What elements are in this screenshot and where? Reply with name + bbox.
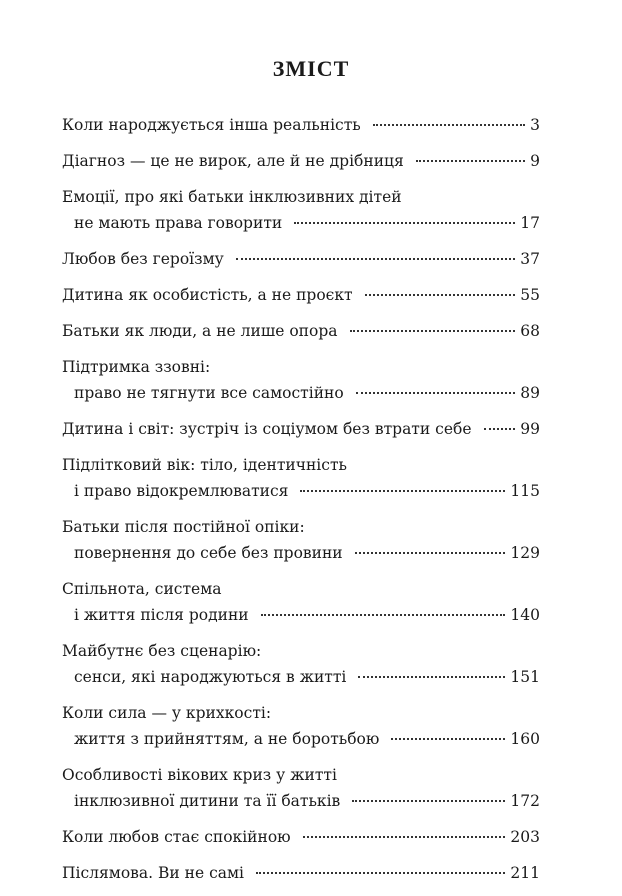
toc-entry[interactable] xyxy=(62,282,540,308)
toc-entry-title: Діагноз — це не вирок, але й не дрібниця xyxy=(62,152,404,170)
toc-entry-title: Спільнота, система xyxy=(62,580,222,598)
toc-entry-line xyxy=(62,514,540,540)
toc-entry[interactable] xyxy=(62,246,540,272)
toc-entry[interactable] xyxy=(62,700,540,752)
toc-entry[interactable] xyxy=(62,416,540,442)
toc-dot-leader xyxy=(303,836,506,838)
toc-entry-title: і життя після родини xyxy=(74,606,249,624)
toc-page-number: 68 xyxy=(520,322,540,340)
table-of-contents xyxy=(62,112,540,896)
toc-entry[interactable] xyxy=(62,762,540,814)
toc-page-number: 203 xyxy=(510,828,540,846)
toc-page-number: 3 xyxy=(530,116,540,134)
toc-dot-leader xyxy=(350,330,516,332)
toc-entry-title: Коли сила — у крихкості: xyxy=(62,704,272,722)
toc-dot-leader xyxy=(365,294,516,296)
toc-entry-title: Любов без героїзму xyxy=(62,250,224,268)
toc-entry-line xyxy=(62,762,540,788)
toc-entry-title: Особливості вікових криз у житті xyxy=(62,766,337,784)
toc-entry-line xyxy=(62,452,540,478)
toc-page-number: 55 xyxy=(520,286,540,304)
toc-entry-continuation-line xyxy=(62,380,540,406)
page-title: ЗМІСТ xyxy=(272,56,350,81)
toc-entry-line xyxy=(62,416,540,442)
toc-entry[interactable] xyxy=(62,318,540,344)
toc-entry-title: Майбутнє без сценарію: xyxy=(62,642,262,660)
toc-entry-line xyxy=(62,246,540,272)
toc-entry-line xyxy=(62,860,540,886)
toc-entry-line xyxy=(62,184,540,210)
toc-entry-continuation-line xyxy=(62,726,540,752)
toc-dot-leader xyxy=(373,124,525,126)
toc-dot-leader xyxy=(358,676,505,678)
toc-entry-title: Батьки після постійної опіки: xyxy=(62,518,305,536)
toc-entry-title: Емоції, про які батьки інклюзивних дітей xyxy=(62,188,402,206)
toc-page-number: 151 xyxy=(510,668,540,686)
toc-entry[interactable] xyxy=(62,452,540,504)
toc-entry[interactable] xyxy=(62,860,540,886)
toc-page-number: 140 xyxy=(510,606,540,624)
toc-entry-title: сенси, які народжуються в житті xyxy=(74,668,347,686)
toc-entry[interactable] xyxy=(62,148,540,174)
toc-entry[interactable] xyxy=(62,514,540,566)
toc-entry-line xyxy=(62,148,540,174)
toc-dot-leader xyxy=(300,490,505,492)
toc-dot-leader xyxy=(484,428,516,430)
toc-entry-continuation-line xyxy=(62,788,540,814)
toc-dot-leader xyxy=(391,738,505,740)
toc-entry[interactable] xyxy=(62,638,540,690)
toc-dot-leader xyxy=(356,392,516,394)
toc-dot-leader xyxy=(355,552,506,554)
toc-entry-continuation-line xyxy=(62,210,540,236)
toc-entry-title: Підтримка ззовні: xyxy=(62,358,211,376)
toc-entry-continuation-line xyxy=(62,540,540,566)
toc-entry-title: Дитина і світ: зустріч із соціумом без втрати себе xyxy=(62,420,472,438)
toc-page-number: 37 xyxy=(520,250,540,268)
toc-entry[interactable] xyxy=(62,576,540,628)
toc-entry-title: Коли народжується інша реальність xyxy=(62,116,361,134)
toc-entry-continuation-line xyxy=(62,602,540,628)
toc-page-number: 89 xyxy=(520,384,540,402)
toc-entry-line xyxy=(62,576,540,602)
toc-entry-title: Дитина як особистість, а не проєкт xyxy=(62,286,353,304)
toc-entry-title: і право відокремлюватися xyxy=(74,482,289,500)
toc-entry[interactable] xyxy=(62,184,540,236)
toc-entry-line xyxy=(62,282,540,308)
toc-entry-title: не мають права говорити xyxy=(74,214,283,232)
toc-entry-title: Післямова. Ви не самі xyxy=(62,864,245,882)
toc-dot-leader xyxy=(294,222,515,224)
toc-entry-line xyxy=(62,700,540,726)
toc-page-number: 160 xyxy=(510,730,540,748)
toc-entry-line xyxy=(62,638,540,664)
toc-entry-title: право не тягнути все самостійно xyxy=(74,384,344,402)
toc-entry-line xyxy=(62,354,540,380)
toc-page-number: 211 xyxy=(510,864,540,882)
toc-entry-continuation-line xyxy=(62,664,540,690)
toc-entry-continuation-line xyxy=(62,478,540,504)
toc-entry[interactable] xyxy=(62,354,540,406)
toc-entry[interactable] xyxy=(62,824,540,850)
toc-entry-line xyxy=(62,824,540,850)
toc-entry-title: Батьки як люди, а не лише опора xyxy=(62,322,338,340)
toc-page-number: 99 xyxy=(520,420,540,438)
toc-dot-leader xyxy=(352,800,505,802)
toc-page-number: 115 xyxy=(510,482,540,500)
toc-page-number: 129 xyxy=(510,544,540,562)
toc-entry-title: Підлітковий вік: тіло, ідентичність xyxy=(62,456,347,474)
toc-dot-leader xyxy=(261,614,506,616)
toc-entry-title: життя з прийняттям, а не боротьбою xyxy=(74,730,380,748)
toc-entry-line xyxy=(62,318,540,344)
toc-dot-leader xyxy=(256,872,505,874)
toc-dot-leader xyxy=(236,258,515,260)
toc-entry-line xyxy=(62,112,540,138)
toc-page-number: 9 xyxy=(530,152,540,170)
toc-page-number: 17 xyxy=(520,214,540,232)
toc-dot-leader xyxy=(416,160,525,162)
toc-entry-title: Коли любов стає спокійною xyxy=(62,828,291,846)
toc-entry-title: інклюзивної дитини та її батьків xyxy=(74,792,341,810)
toc-page-number: 172 xyxy=(510,792,540,810)
toc-entry[interactable] xyxy=(62,112,540,138)
toc-entry-title: повернення до себе без провини xyxy=(74,544,343,562)
